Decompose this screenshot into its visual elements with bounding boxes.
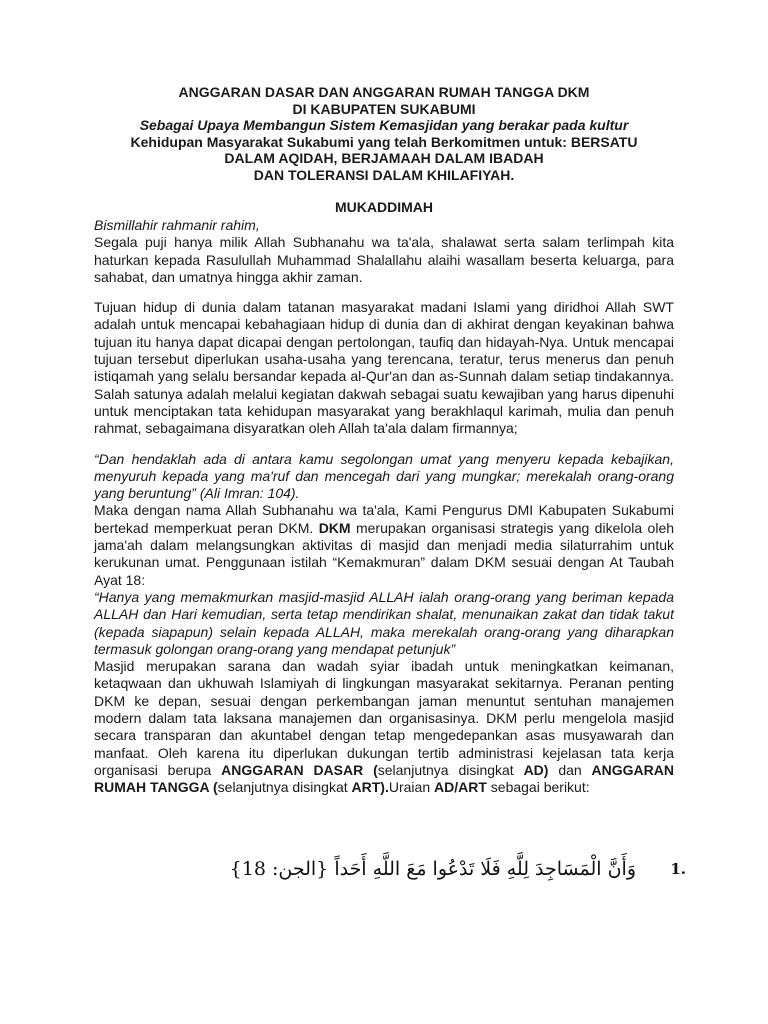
title-line: DALAM AQIDAH, BERJAMAAH DALAM IBADAH: [224, 150, 544, 166]
document-page: [94, 84, 674, 797]
arabic-verse: [230, 858, 636, 880]
quote-ali-imran: “Dan hendaklah ada di antara kamu segolongan umat yang menyeru kepada kebajikan, menyuruh kepada yang ma'ruf dan mencegah dari yang mungkar; merekalah orang-orang yang beruntung” (Ali Imran: 104).: [94, 450, 674, 502]
quote-at-taubah: “Hanya yang memakmurkan masjid-masjid ALLAH ialah orang-orang yang beriman kepada ALLAH dan Hari kemudian, serta tetap mendirikan shalat, menunaikan zakat dan tidak takut (kepada siapapun) selain kepada ALLAH, maka merekalah orang-orang yang diharapkan termasuk golongan orang-orang yang mendapat petunjuk”: [94, 588, 674, 657]
arabic-verse-text: وَأَنَّ الْمَسَاجِدَ لِلَّهِ فَلَا تَدْعُوا مَعَ اللَّهِ أَحَداً: [334, 858, 636, 880]
bold-run: DKM: [318, 519, 351, 536]
paragraph-purpose: Tujuan hidup di dunia dalam tatanan masyarakat madani Islami yang diridhoi Allah SWT adalah untuk mencapai kebahagiaan hidup di dunia dan di akhirat dengan keyakinan bahwa tujuan itu hanya dapat dicapai dengan pertolongan, taufiq dan hidayah-Nya. Untuk mencapai tujuan tersebut diperlukan usaha-usaha yang terencana, teratur, terus menerus dan penuh istiqamah yang selalu bersandar kepada al-Qur'an dan as-Sunnah dalam setiap tindakannya. Salah satunya adalah melalui kegiatan dakwah sebagai suatu kewajiban yang harus dipenuhi untuk menciptakan tata kehidupan masyarakat yang berakhlaqul karimah, mulia dan penuh rahmat, sebagaimana disyaratkan oleh Allah ta'ala dalam firmannya;: [94, 299, 674, 437]
document-title: [94, 84, 674, 183]
text-run: selanjutnya disingkat: [217, 779, 352, 796]
arabic-verse-reference: {الجن: 18}: [229, 858, 329, 880]
text-run: selanjutnya disingkat: [377, 761, 524, 778]
basmalah-line: Bismillahir rahmanir rahim,: [94, 217, 260, 233]
title-line: Kehidupan Masyarakat Sukabumi yang telah Berkomitmen untuk: BERSATU: [130, 133, 638, 150]
title-line: DI KABUPATEN SUKABUMI: [292, 100, 476, 117]
paragraph-masjid: [94, 658, 674, 796]
arabic-verse-list-item: [229, 850, 686, 890]
section-heading: MUKADDIMAH: [335, 199, 433, 215]
title-line: DAN TOLERANSI DALAM KHILAFIYAH.: [253, 166, 515, 183]
text-run: dan: [548, 761, 592, 778]
text-run: Masjid merupakan sarana dan wadah syiar ibadah untuk meningkatkan keimanan, ketaqwaan dan ukhuwah Islamiyah di lingkungan masyarakat sekitarnya. Peranan penting DKM ke depan, sesuai dengan perkembangan jaman menuntut sentuhan manajemen modern dalam tata laksana manajemen dan organisasinya. DKM perlu mengelola masjid secara transparan dan akuntabel dengan tetap mengedepankan asas musyawarah dan manfaat. Oleh karena itu diperlukan dukungan tertib administrasi kejelasan tata kerja organisasi berupa: [94, 658, 674, 778]
title-subtitle-line: Sebagai Upaya Membangun Sistem Kemasjidan yang berakar pada kultur: [139, 117, 629, 133]
text-run: sebagai berikut:: [486, 779, 590, 796]
text-run: Uraian: [388, 779, 434, 796]
bold-run: AD): [523, 761, 549, 778]
text-run: merupakan organisasi strategis yang dikelola oleh jama'ah dalam melangsungkan aktivitas di masjid dan menjadi media silaturrahim untuk kerukunan umat. Penggunaan istilah “Kemakmuran” dalam DKM sesuai dengan At Taubah Ayat 18:: [94, 519, 675, 588]
text-run: Maka dengan nama Allah Subhanahu wa ta'ala, Kami Pengurus DMI Kabupaten Sukabumi bertekad memperkuat peran DKM.: [94, 502, 674, 536]
title-line: ANGGARAN DASAR DAN ANGGARAN RUMAH TANGGA DKM: [178, 84, 590, 100]
bold-run: ART).: [351, 779, 389, 796]
paragraph-dkm: [94, 502, 674, 588]
paragraph-opening: Segala puji hanya milik Allah Subhanahu wa ta'ala, shalawat serta salam terlimpah kita haturkan kepada Rasulullah Muhammad Shalallahu alaihi wasallam beserta keluarga, para sahabat, dan umatnya hingga akhir zaman.: [94, 234, 674, 285]
bold-run: ANGGARAN RUMAH TANGGA (: [94, 761, 674, 796]
bold-run: ANGGARAN DASAR (: [221, 761, 378, 778]
bold-run: AD/ART: [434, 779, 487, 796]
list-number: 1.: [670, 860, 686, 878]
